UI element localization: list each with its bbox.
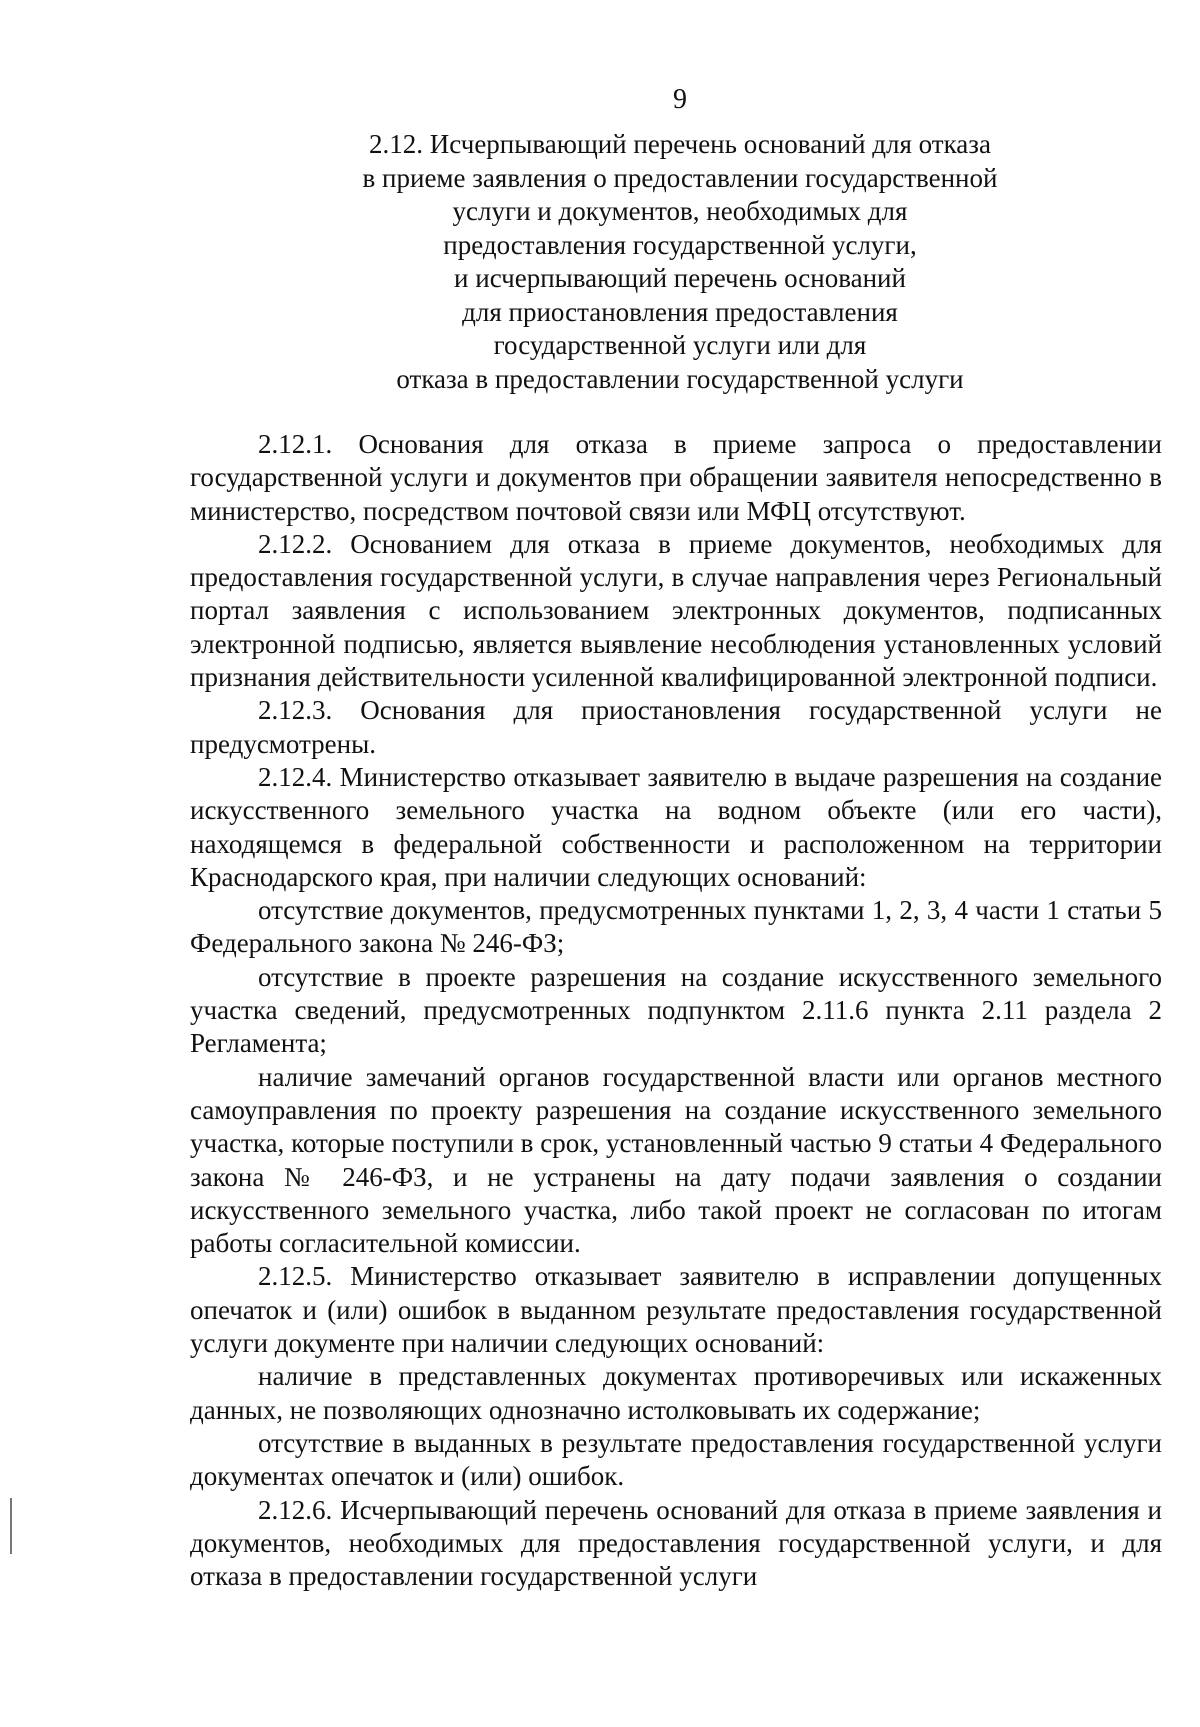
heading-line: предоставления государственной услуги, [443,229,917,260]
list-item-contradictory-data: наличие в представленных документах противоречивых или искаженных данных, не позволяющих однозначно истолковывать их содержание; [190,1361,1162,1425]
paragraph-2-12-3: 2.12.3. Основания для приостановления государственной услуги не предусмотрены. [190,695,1162,759]
list-item-missing-information: отсутствие в проекте разрешения на создание искусственного земельного участка сведений, предусмотренных подпунктом 2.11.6 пункта 2.11 раздела 2 Регламента; [190,961,1162,1059]
heading-line: в приеме заявления о предоставлении государственной [362,162,998,193]
paragraph-2-12-6: 2.12.6. Исчерпывающий перечень оснований для отказа в приеме заявления и документов, необходимых для предоставления государственной услуги, и для отказа в предоставлении государственной услуги [190,1494,1162,1592]
list-item-missing-documents: отсутствие документов, предусмотренных пунктами 1, 2, 3, 4 части 1 статьи 5 Федерального закона № 246-ФЗ; [190,895,1162,959]
paragraph-2-12-4: 2.12.4. Министерство отказывает заявителю в выдаче разрешения на создание искусственного земельного участка на водном объекте (или его части), находящемся в федеральной собственности и расположенном на территории Краснодарского края, при наличии следующих оснований: [190,761,1162,892]
heading-line: для приостановления предоставления [462,296,898,327]
paragraph-2-12-2: 2.12.2. Основанием для отказа в приеме документов, необходимых для предоставления государственной услуги, в случае направления через Региональный портал заявления с использованием электронных документов, подписанных электронной подписью, является выявление несоблюдения установленных условий признания действительности усиленной квалифицированной электронной подписи. [190,528,1162,693]
heading-line: 2.12. Исчерпывающий перечень оснований для отказа [369,129,991,159]
page-number: 9 [673,84,687,115]
heading-line: отказа в предоставлении государственной услуги [396,363,964,394]
document-body [190,428,1162,1593]
scan-edge-mark [10,1498,12,1554]
heading-line: услуги и документов, необходимых для [452,196,908,226]
heading-line: государственной услуги или для [493,330,867,360]
section-heading [330,128,1030,396]
paragraph-2-12-5: 2.12.5. Министерство отказывает заявителю в исправлении допущенных опечаток и (или) ошибок в выданном результате предоставления государственной услуги документе при наличии следующих оснований: [190,1261,1162,1359]
list-item-authority-remarks: наличие замечаний органов государственной власти или органов местного самоуправления по проекту разрешения на создание искусственного земельного участка, которые поступили в срок, установленный частью 9 статьи 4 Федерального закона № 246-ФЗ, и не устранены на дату подачи заявления о создании искусственного земельного участка, либо такой проект не согласован по итогам работы согласительной комиссии. [190,1061,1162,1259]
paragraph-2-12-1: 2.12.1. Основания для отказа в приеме запроса о предоставлении государственной услуги и документов при обращении заявителя непосредственно в министерство, посредством почтовой связи или МФЦ отсутствуют. [190,429,1162,526]
list-item-no-typos: отсутствие в выданных в результате предоставления государственной услуги документах опечаток и (или) ошибок. [190,1427,1162,1492]
heading-line: и исчерпывающий перечень оснований [454,263,906,293]
